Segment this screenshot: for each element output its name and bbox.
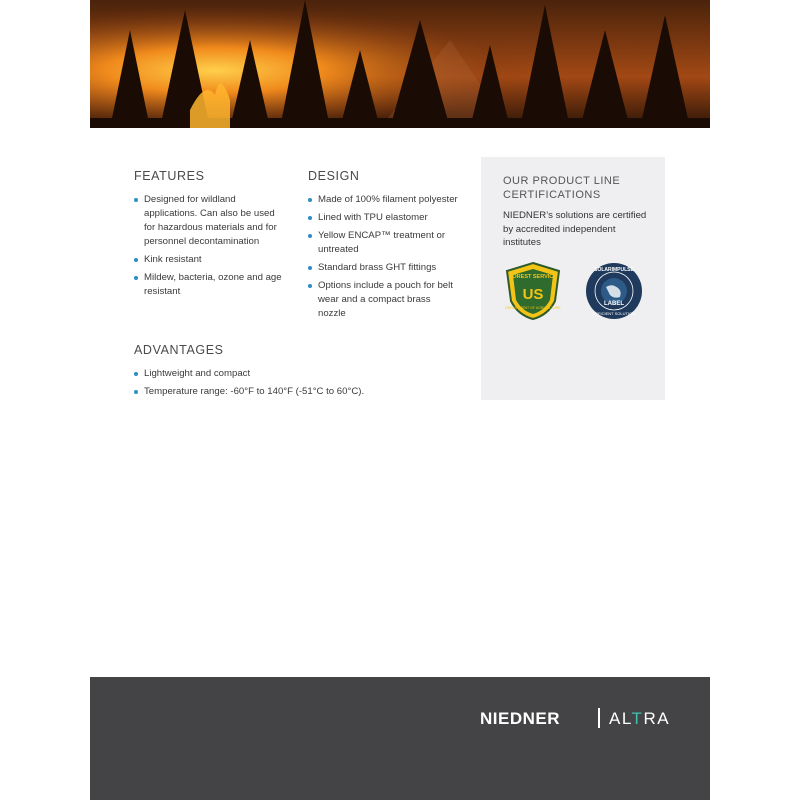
logo-divider <box>598 708 600 728</box>
forest-service-bottom: DEPARTMENT OF AGRICULTURE <box>505 306 561 310</box>
forest-service-top: FOREST SERVICE <box>509 274 557 280</box>
altra-logo-prefix: AL <box>609 709 632 728</box>
solar-impulse-top: SOLARIMPULSE <box>594 267 634 273</box>
certifications-panel <box>481 157 665 400</box>
wildfire-forest-image <box>90 0 710 128</box>
niedner-logo: NIEDNER <box>480 709 561 728</box>
solar-impulse-label <box>584 261 644 321</box>
list-item: Yellow ENCAP™ treatment or untreated <box>308 229 460 257</box>
list-item: Kink resistant <box>134 253 284 267</box>
altra-logo <box>609 709 670 729</box>
solar-impulse-center: LABEL <box>604 301 624 307</box>
forest-service-badge <box>503 261 563 321</box>
list-item: Lined with TPU elastomer <box>308 211 460 225</box>
solar-impulse-bottom: EFFICIENT SOLUTION <box>592 311 636 316</box>
advantages-list <box>134 367 464 403</box>
hero-image <box>90 0 710 128</box>
altra-logo-suffix: RA <box>643 709 671 728</box>
advantages-heading: ADVANTAGES <box>134 343 224 357</box>
list-item: Made of 100% filament polyester <box>308 193 460 207</box>
features-list <box>134 193 284 303</box>
page <box>90 0 710 800</box>
design-heading: DESIGN <box>308 169 360 183</box>
list-item: Temperature range: -60°F to 140°F (-51°C to 60°C). <box>134 385 464 399</box>
list-item: Lightweight and compact <box>134 367 464 381</box>
list-item: Options include a pouch for belt wear and a compact brass nozzle <box>308 279 460 321</box>
list-item: Standard brass GHT fittings <box>308 261 460 275</box>
altra-logo-accent: T <box>631 709 644 728</box>
certifications-heading: OUR PRODUCT LINE CERTIFICATIONS <box>503 175 621 201</box>
features-heading: FEATURES <box>134 169 205 183</box>
list-item: Mildew, bacteria, ozone and age resistant <box>134 271 284 299</box>
footer <box>90 677 710 800</box>
list-item: Designed for wildland applications. Can also be used for hazardous materials and for personnel decontamination <box>134 193 284 249</box>
forest-service-center: US <box>522 286 544 303</box>
certifications-text: NIEDNER’s solutions are certified by accredited independent institutes <box>503 210 647 248</box>
design-list <box>308 193 460 325</box>
